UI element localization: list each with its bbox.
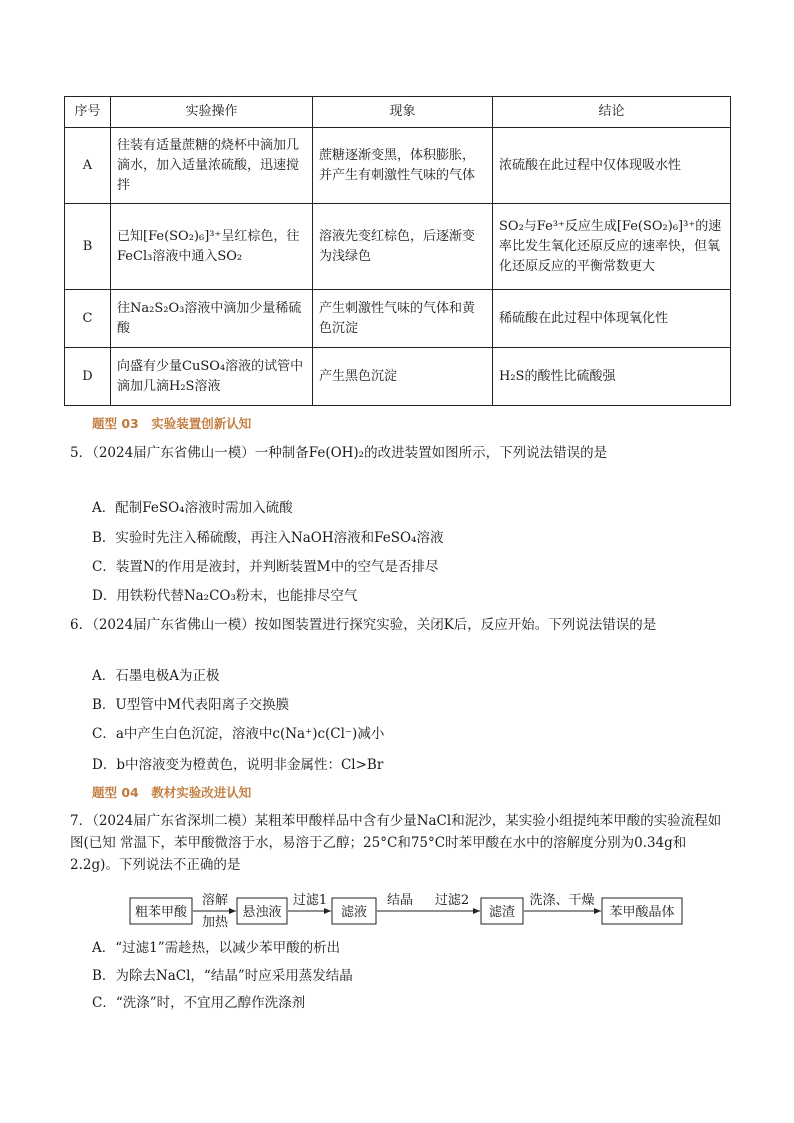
flow-box — [332, 898, 376, 924]
flow-box-label: 苯甲酸晶体 — [609, 905, 675, 920]
table-row — [65, 128, 731, 204]
row-id: A — [65, 128, 111, 204]
section-heading-03: 题型 03 实验装置创新认知 — [92, 416, 252, 431]
question-5-option-b: B．实验时先注入稀硫酸，再注入NaOH溶液和FeSO₄溶液 — [92, 530, 444, 546]
flow-step-label: 加热 — [201, 915, 229, 930]
flow-box-label: 滤液 — [340, 905, 368, 920]
question-7-option-a: A．“过滤1”需趁热，以减少苯甲酸的析出 — [92, 940, 341, 956]
flow-box-label: 悬浊液 — [242, 905, 282, 920]
row-phenomenon: 蔗糖逐渐变黑，体积膨胀，并产生有刺激性气味的气体 — [313, 128, 493, 204]
flow-box — [602, 898, 682, 924]
section-heading-04: 题型 04 教材实验改进认知 — [92, 785, 252, 800]
flow-step-label: 结晶 — [386, 893, 414, 908]
row-phenomenon: 溶液先变红棕色，后逐渐变为浅绿色 — [313, 204, 493, 290]
flow-box-label: 滤渣 — [488, 905, 516, 920]
question-7-stem: 7．（2024届广东省深圳二模）某粗苯甲酸样品中含有少量NaCl和泥沙，某实验小组提纯苯甲酸的实验流程如图(已知 常温下，苯甲酸微溶于水，易溶于乙醇；25°C和75°C时苯甲酸在水中的溶解度分别为0.34g和2.2g)。下列说法不正确的是 — [70, 813, 722, 873]
flow-box — [481, 898, 523, 924]
row-phenomenon: 产生黑色沉淀 — [313, 348, 493, 406]
experiment-table — [64, 96, 731, 406]
flow-step-label: 溶解 — [201, 893, 229, 908]
table-row — [65, 290, 731, 348]
question-6-option-a: A．石墨电极A为正极 — [92, 668, 220, 684]
flow-step-label: 洗涤、干燥 — [529, 893, 595, 908]
row-id: C — [65, 290, 111, 348]
row-operation: 往装有适量蔗糖的烧杯中滴加几滴水，加入适量浓硫酸，迅速搅拌 — [111, 128, 313, 204]
question-6-option-c: C．a中产生白色沉淀，溶液中c(Na⁺)c(Cl⁻)减小 — [92, 726, 385, 742]
question-6-option-b: B．U型管中M代表阳离子交换膜 — [92, 697, 290, 713]
table-header-row — [65, 97, 731, 128]
table-row — [65, 204, 731, 290]
question-6-option-d: D．b中溶液变为橙黄色，说明非金属性：Cl>Br — [92, 757, 384, 773]
question-6-stem: 6．（2024届广东省佛山一模）按如图装置进行探究实验，关闭K后，反应开始。下列说法错误的是 — [70, 617, 657, 633]
row-operation: 已知[Fe(SO₂)₆]³⁺呈红棕色，往FeCl₃溶液中通入SO₂ — [111, 204, 313, 290]
header-conclusion: 结论 — [493, 97, 731, 128]
question-7-option-c: C．“洗涤”时，不宜用乙醇作洗涤剂 — [92, 995, 306, 1011]
question-7-option-b: B．为除去NaCl，“结晶”时应采用蒸发结晶 — [92, 968, 353, 984]
row-conclusion: 浓硫酸在此过程中仅体现吸水性 — [493, 128, 731, 204]
question-5-stem: 5．（2024届广东省佛山一模）一种制备Fe(OH)₂的改进装置如图所示，下列说法错误的是 — [70, 445, 608, 461]
row-id: D — [65, 348, 111, 406]
question-5-option-c: C．装置N的作用是液封，并判断装置M中的空气是否排尽 — [92, 559, 439, 575]
flow-step-label: 过滤2 — [434, 893, 470, 908]
header-phenomenon: 现象 — [313, 97, 493, 128]
header-index: 序号 — [65, 97, 111, 128]
header-operation: 实验操作 — [111, 97, 313, 128]
question-5-option-a: A．配制FeSO₄溶液时需加入硫酸 — [92, 500, 293, 516]
row-conclusion: H₂S的酸性比硫酸强 — [493, 348, 731, 406]
flow-step-label: 过滤1 — [292, 893, 328, 908]
question-5-option-d: D．用铁粉代替Na₂CO₃粉末，也能排尽空气 — [92, 588, 358, 604]
row-conclusion: 稀硫酸在此过程中体现氧化性 — [493, 290, 731, 348]
flow-box — [237, 898, 287, 924]
row-conclusion: SO₂与Fe³⁺反应生成[Fe(SO₂)₆]³⁺的速率比发生氧化还原反应的速率快，但氧化还原反应的平衡常数更大 — [493, 204, 731, 290]
table-row — [65, 348, 731, 406]
row-phenomenon: 产生刺激性气味的气体和黄色沉淀 — [313, 290, 493, 348]
row-operation: 向盛有少量CuSO₄溶液的试管中滴加几滴H₂S溶液 — [111, 348, 313, 406]
row-operation: 往Na₂S₂O₃溶液中滴加少量稀硫酸 — [111, 290, 313, 348]
flow-box-label: 粗苯甲酸 — [134, 905, 188, 920]
flow-box — [130, 898, 192, 924]
row-id: B — [65, 204, 111, 290]
